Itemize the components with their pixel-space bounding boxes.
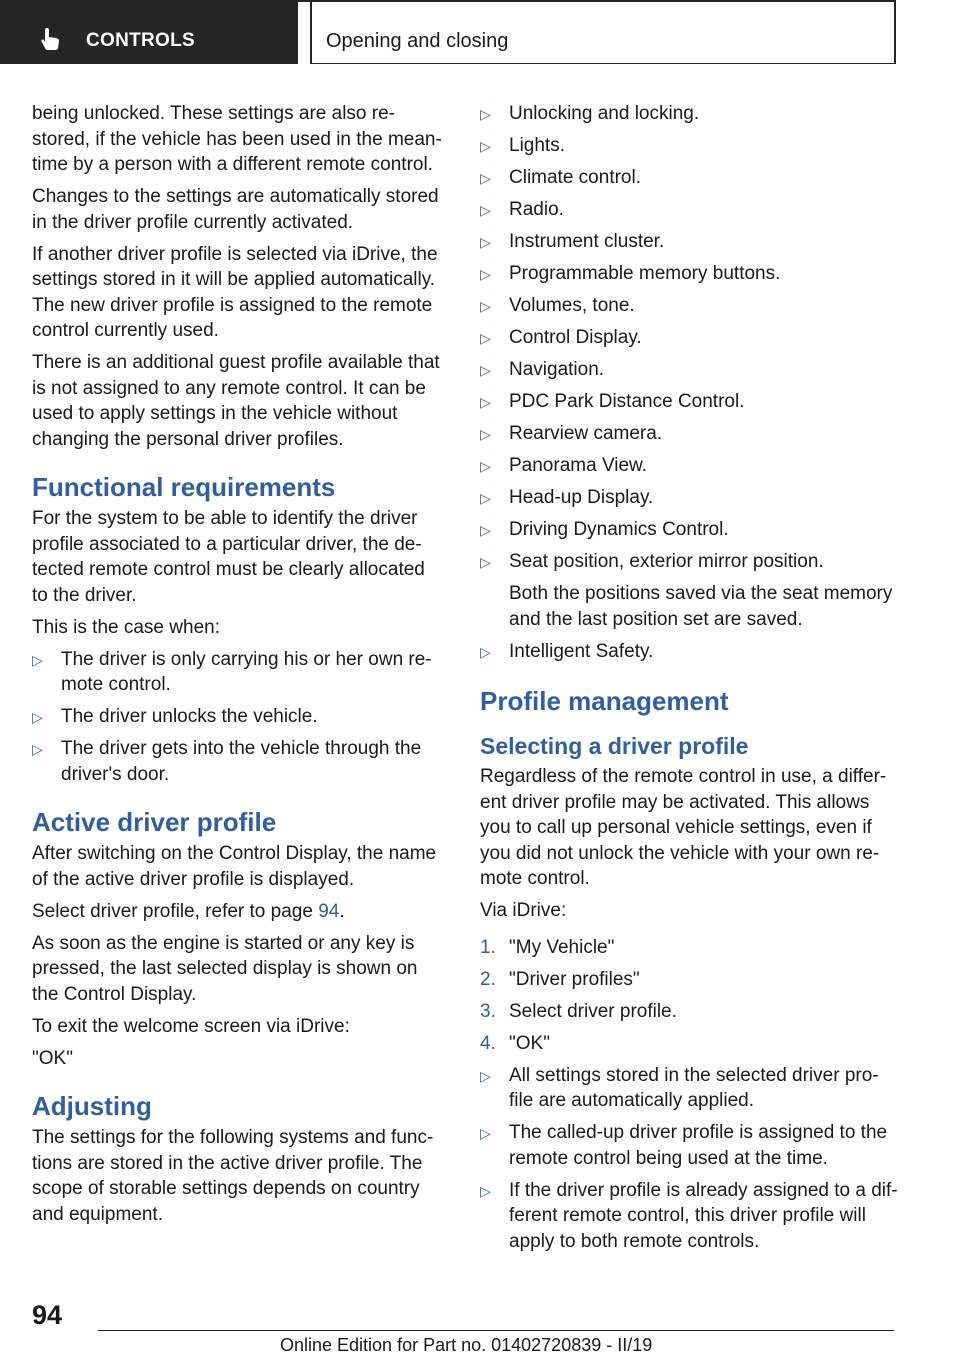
step-item: 2. "Driver profiles"	[480, 967, 898, 993]
triangle-bullet-icon: ▷	[480, 298, 491, 314]
requirements-list	[32, 647, 444, 788]
right-column	[480, 101, 898, 1261]
paragraph: As soon as the engine is started or any key is pressed, the last selected display is shown on the Control Display.	[32, 932, 418, 1005]
paragraph: being unlocked. These settings are also re-stored, if the vehicle has been used in the mean-time by a person with a different remote control.	[32, 103, 442, 175]
heading-functional-requirements: Functional requirements	[32, 472, 336, 502]
section-tab-label: CONTROLS	[86, 30, 196, 51]
step-item: 3. Select driver profile.	[480, 999, 898, 1025]
triangle-bullet-icon: ▷	[480, 202, 491, 218]
list-item: ▷ The driver gets into the vehicle through the driver's door.	[32, 738, 422, 785]
triangle-bullet-icon: ▷	[480, 1067, 491, 1084]
paragraph: This is the case when:	[32, 616, 220, 638]
list-item: ▷ Lights.	[480, 133, 898, 159]
paragraph: Changes to the settings are automatically stored in the driver profile currently activated.	[32, 186, 439, 233]
triangle-bullet-icon: ▷	[32, 741, 43, 757]
step-number: 1.	[480, 936, 496, 958]
list-item: ▷ Control Display.	[480, 325, 898, 351]
triangle-bullet-icon: ▷	[480, 458, 491, 474]
triangle-bullet-icon: ▷	[480, 522, 491, 538]
list-item: ▷ Seat position, exterior mirror position. Both the positions saved via the seat memory and the last position set are saved.	[480, 549, 898, 632]
list-item: ▷ The driver is only carrying his or her own re-mote control.	[32, 648, 432, 695]
header-rule	[894, 0, 896, 64]
list-item: ▷ Programmable memory buttons.	[480, 261, 898, 287]
triangle-bullet-icon: ▷	[480, 394, 491, 410]
paragraph: "OK"	[32, 1047, 73, 1069]
step-number: 3.	[480, 1000, 496, 1022]
footer-rule	[98, 1330, 894, 1331]
paragraph: For the system to be able to identify the driver profile associated to a particular driver, the de-tected remote control must be clearly allocated to the driver.	[32, 508, 425, 606]
list-item: ▷ Instrument cluster.	[480, 229, 898, 255]
heading-profile-management: Profile management	[480, 686, 729, 716]
heading-active-driver-profile: Active driver profile	[32, 807, 277, 837]
list-item: ▷ Driving Dynamics Control.	[480, 517, 898, 543]
triangle-bullet-icon: ▷	[32, 709, 43, 725]
triangle-bullet-icon: ▷	[480, 554, 491, 570]
edition-note: Online Edition for Part no. 01402720839 - II/19	[280, 1335, 653, 1355]
paragraph: Via iDrive:	[480, 900, 567, 921]
list-item: ▷ Volumes, tone.	[480, 293, 898, 319]
list-item: ▷ Panorama View.	[480, 453, 898, 479]
paragraph: If another driver profile is selected via iDrive, the settings stored in it will be applied automatically. The new driver profile is assigned to the remote control currently used.	[32, 243, 438, 341]
list-item: ▷ The called-up driver profile is assigned to the remote control being used at the time.	[480, 1122, 888, 1169]
section-tab	[0, 0, 298, 64]
hand-pointer-icon	[38, 26, 64, 52]
triangle-bullet-icon: ▷	[480, 643, 491, 660]
list-item: ▷ The driver unlocks the vehicle.	[32, 704, 444, 730]
triangle-bullet-icon: ▷	[32, 651, 43, 668]
chapter-title: Opening and closing	[326, 30, 509, 52]
triangle-bullet-icon: ▷	[480, 426, 491, 442]
list-item: ▷ Intelligent Safety.	[480, 639, 898, 665]
header-rule	[298, 0, 896, 2]
page-number: 94	[32, 1300, 63, 1330]
list-item: ▷ If the driver profile is already assigned to a dif-ferent remote control, this driver profile will apply to both remote controls.	[480, 1179, 898, 1252]
triangle-bullet-icon: ▷	[480, 1182, 491, 1199]
triangle-bullet-icon: ▷	[480, 106, 491, 122]
left-column	[32, 101, 444, 1234]
step-number: 2.	[480, 968, 496, 990]
triangle-bullet-icon: ▷	[480, 330, 491, 346]
stored-settings-list	[480, 101, 898, 664]
paragraph: After switching on the Control Display, the name of the active driver profile is displayed.	[32, 843, 437, 890]
paragraph: The settings for the following systems and func-tions are stored in the active driver profile. The scope of storable settings depends on country and equipment.	[32, 1127, 434, 1225]
list-item: ▷ Head-up Display.	[480, 485, 898, 511]
triangle-bullet-icon: ▷	[480, 170, 491, 186]
outcomes-list	[480, 1063, 898, 1255]
paragraph: Select driver profile, refer to page 94.	[32, 900, 345, 922]
seat-note: Both the positions saved via the seat memory and the last position set are saved.	[509, 583, 893, 630]
step-item: 1. "My Vehicle"	[480, 935, 898, 961]
triangle-bullet-icon: ▷	[480, 1125, 491, 1141]
list-item: ▷ Radio.	[480, 197, 898, 223]
triangle-bullet-icon: ▷	[480, 490, 491, 506]
heading-adjusting: Adjusting	[32, 1091, 152, 1121]
header-rule	[310, 63, 896, 64]
triangle-bullet-icon: ▷	[480, 266, 491, 282]
list-item: ▷ All settings stored in the selected driver pro-file are automatically applied.	[480, 1064, 879, 1111]
paragraph: To exit the welcome screen via iDrive:	[32, 1015, 350, 1037]
triangle-bullet-icon: ▷	[480, 138, 491, 154]
steps-list	[480, 935, 898, 1057]
heading-selecting-driver-profile: Selecting a driver profile	[480, 733, 749, 759]
list-item: ▷ PDC Park Distance Control.	[480, 389, 898, 415]
paragraph: There is an additional guest profile available that is not assigned to any remote control. It can be used to apply settings in the vehicle without changing the personal driver profiles.	[32, 352, 440, 450]
triangle-bullet-icon: ▷	[480, 234, 491, 250]
list-item: ▷ Navigation.	[480, 357, 898, 383]
header-rule	[310, 0, 312, 64]
list-item: ▷ Rearview camera.	[480, 421, 898, 447]
list-item: ▷ Climate control.	[480, 165, 898, 191]
triangle-bullet-icon: ▷	[480, 362, 491, 378]
page-reference-link[interactable]: 94	[318, 900, 340, 922]
step-item: 4. "OK"	[480, 1031, 898, 1057]
step-number: 4.	[480, 1032, 496, 1054]
list-item: ▷ Unlocking and locking.	[480, 101, 898, 127]
paragraph: Regardless of the remote control in use, a differ-ent driver profile may be activated. This allows you to call up personal vehicle settings, even if you did not unlock the vehicle with your own re-mote control.	[480, 766, 887, 889]
